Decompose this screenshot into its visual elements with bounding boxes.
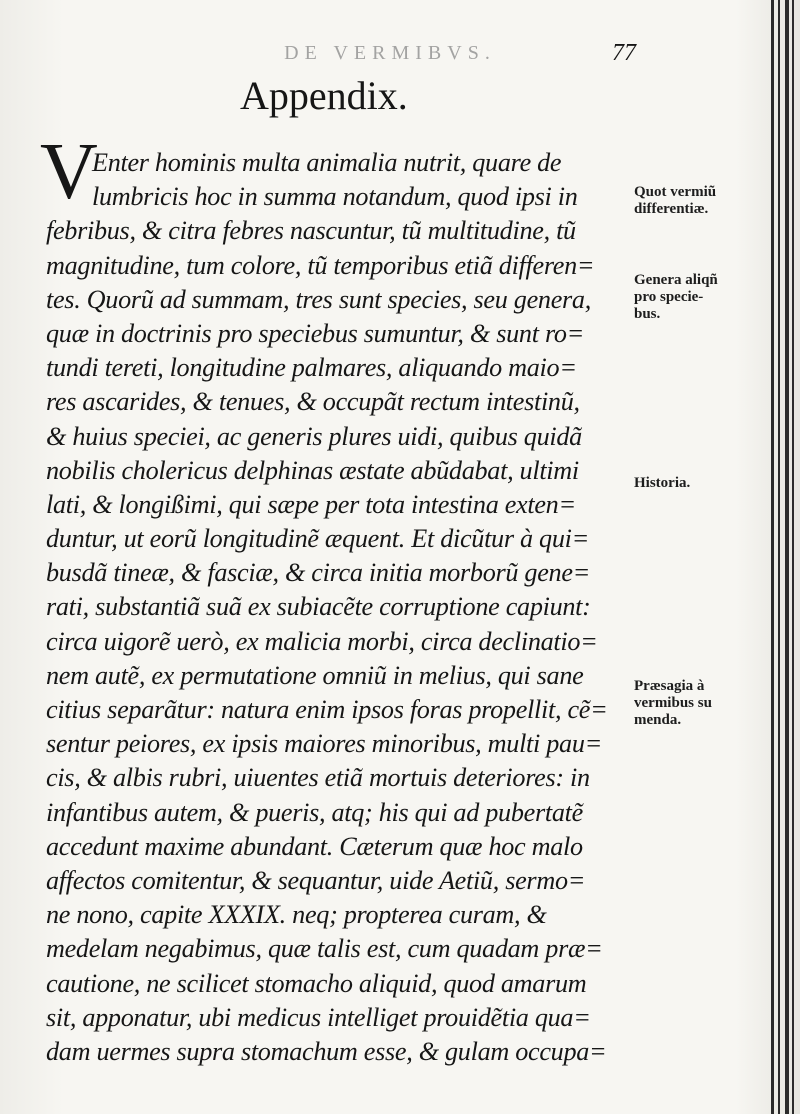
text-line: medelam negabimus, quæ talis est, cum quadam præ= xyxy=(46,934,603,964)
margin-note-historia xyxy=(634,475,770,492)
binding-line xyxy=(771,0,774,1114)
text-line: quæ in doctrinis pro speciebus sumuntur, & sunt ro= xyxy=(46,318,585,348)
page-number: 77 xyxy=(612,40,636,66)
binding-line xyxy=(778,0,780,1114)
binding-line xyxy=(785,0,789,1114)
running-head: DE VERMIBVS. xyxy=(284,42,496,64)
drop-cap: V xyxy=(40,128,98,216)
page-title: Appendix. xyxy=(240,73,408,118)
text-line: dam uermes supra stomachum esse, & gulam occupa= xyxy=(46,1036,607,1066)
margin-note-praesagia xyxy=(634,678,770,729)
body-text xyxy=(46,146,626,1069)
binding-line xyxy=(792,0,794,1114)
text-line: busdã tineæ, & fasciæ, & circa initia morborũ gene= xyxy=(46,558,591,588)
text-line: lumbricis hoc in summa notandum, quod ipsi in xyxy=(92,182,578,212)
text-line: sit, apponatur, ubi medicus intelliget prouidẽtia qua= xyxy=(46,1002,591,1032)
text-line: sentur peiores, ex ipsis maiores minoribus, multi pau= xyxy=(46,729,602,759)
margin-note-line: differentiæ. xyxy=(634,201,709,217)
margin-note-genera xyxy=(634,272,770,323)
margin-note-line: menda. xyxy=(634,712,682,728)
margin-note-quot-vermium xyxy=(634,184,770,218)
margin-note-line: Quot vermiũ xyxy=(634,184,717,200)
text-line: nem autẽ, ex permutatione omniũ in melius, qui sane xyxy=(46,660,584,690)
text-line: tes. Quorũ ad summam, tres sunt species, seu genera, xyxy=(46,284,591,314)
margin-note-line: vermibus su xyxy=(634,695,712,711)
text-line: affectos comitentur, & sequantur, uide Aetiũ, sermo= xyxy=(46,865,586,895)
text-line: accedunt maxime abundant. Cæterum quæ hoc malo xyxy=(46,831,583,861)
margin-note-line: bus. xyxy=(634,306,661,322)
text-line: circa uigorẽ uerò, ex malicia morbi, circa declinatio= xyxy=(46,626,598,656)
margin-note-line: Historia. xyxy=(634,475,691,491)
text-line: magnitudine, tum colore, tũ temporibus etiã differen= xyxy=(46,250,595,280)
text-line: Enter hominis multa animalia nutrit, quare de xyxy=(92,148,562,177)
text-line: duntur, ut eorũ longitudinẽ æquent. Et dicũtur à qui= xyxy=(46,524,589,554)
text-line: & huius speciei, ac generis plures uidi, quibus quidã xyxy=(46,421,582,451)
margin-note-line: Genera aliqñ xyxy=(634,272,718,288)
text-line: tundi tereti, longitudine palmares, aliquando maio= xyxy=(46,353,577,383)
text-line: res ascarides, & tenues, & occupãt rectum intestinũ, xyxy=(46,387,580,417)
text-line: rati, substantiã suã ex subiacẽte corruptione capiunt: xyxy=(46,592,591,622)
text-line: cautione, ne scilicet stomacho aliquid, quod amarum xyxy=(46,968,587,998)
margin-note-line: Præsagia à xyxy=(634,678,705,694)
text-line: ne nono, capite XXXIX. neq; propterea curam, & xyxy=(46,900,547,930)
text-line: cis, & albis rubri, uiuentes etiã mortuis deteriores: in xyxy=(46,763,590,793)
margin-note-line: pro specie- xyxy=(634,289,704,305)
text-line: citius separãtur: natura enim ipsos foras propellit, cẽ= xyxy=(46,695,608,724)
text-line: lati, & longißimi, qui sæpe per tota intestina exten= xyxy=(46,489,576,519)
text-line: infantibus autem, & pueris, atq; his qui ad pubertatẽ xyxy=(46,797,583,827)
text-line: nobilis cholericus delphinas æstate abũdabat, ultimi xyxy=(46,455,579,485)
text-line: febribus, & citra febres nascuntur, tũ multitudine, tũ xyxy=(46,216,576,246)
